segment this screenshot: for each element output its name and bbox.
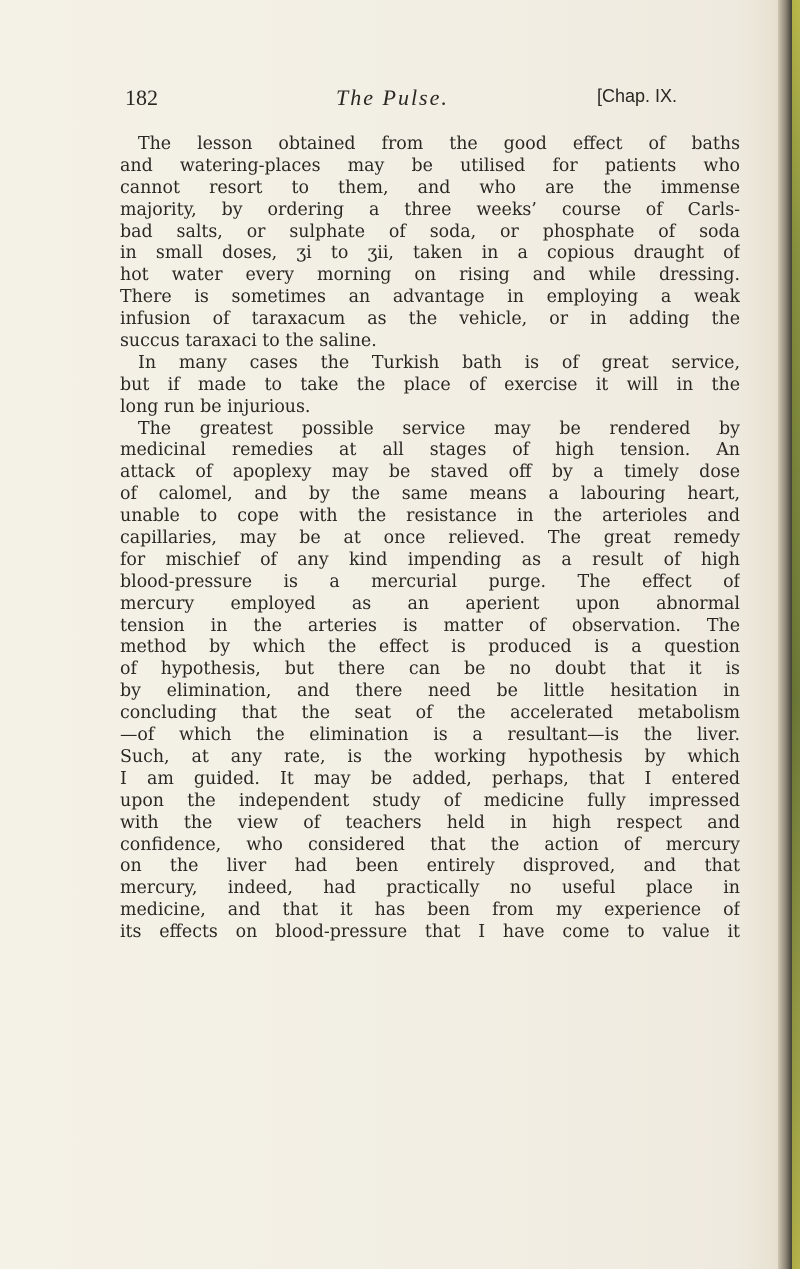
text-line: in small doses, ʒi to ʒii, taken in a copious draught of xyxy=(120,243,740,264)
text-line: its effects on blood-pressure that I have come to value it xyxy=(120,922,740,943)
text-line: bad salts, or sulphate of soda, or phosphate of soda xyxy=(120,221,740,242)
text-line: by elimination, and there need be little hesitation in xyxy=(120,681,740,702)
text-line: majority, by ordering a three weeks’ course of Carls- xyxy=(120,199,740,220)
text-line: blood-pressure is a mercurial purge. The effect of xyxy=(120,571,740,592)
text-line: long run be injurious. xyxy=(120,396,311,417)
text-line: with the view of teachers held in high respect and xyxy=(120,812,740,833)
text-line: The lesson obtained from the good effect of baths xyxy=(138,134,740,154)
text-line: for mischief of any kind impending as a result of high xyxy=(120,549,740,570)
text-line: attack of apoplexy may be staved off by a timely dose xyxy=(120,462,740,483)
page-header xyxy=(125,85,725,115)
text-line: and watering-places may be utilised for patients who xyxy=(120,155,740,176)
text-line: infusion of taraxacum as the vehicle, or in adding the xyxy=(120,309,740,330)
text-line: medicinal remedies at all stages of high tension. An xyxy=(120,440,740,461)
text-line: —of which the elimination is a resultant—is the liver. xyxy=(120,725,740,746)
book-cover-edge xyxy=(792,0,800,1269)
chapter-label: [Chap. IX. xyxy=(597,86,678,106)
text-line: unable to cope with the resistance in the arterioles and xyxy=(120,506,740,527)
text-line: I am guided. It may be added, perhaps, that I entered xyxy=(120,768,740,789)
text-line: medicine, and that it has been from my experience of xyxy=(120,900,740,921)
text-line: tension in the arteries is matter of observation. The xyxy=(120,615,740,636)
body-text xyxy=(120,134,740,944)
text-line: The greatest possible service may be rendered by xyxy=(138,418,740,439)
text-line: cannot resort to them, and who are the immense xyxy=(120,177,740,198)
text-line: method by which the effect is produced is a question xyxy=(120,637,740,658)
page-number: 182 xyxy=(125,85,158,110)
text-line: There is sometimes an advantage in employing a weak xyxy=(120,287,740,308)
text-line: hot water every morning on rising and while dressing. xyxy=(120,265,740,286)
text-line: of calomel, and by the same means a labouring heart, xyxy=(120,484,740,505)
text-line: mercury, indeed, had practically no useful place in xyxy=(120,878,740,899)
text-line: but if made to take the place of exercise it will in the xyxy=(120,374,740,395)
text-line: of hypothesis, but there can be no doubt that it is xyxy=(120,659,740,680)
running-title: The Pulse. xyxy=(336,85,449,110)
text-line: upon the independent study of medicine fully impressed xyxy=(120,790,740,811)
text-line: concluding that the seat of the accelerated metabolism xyxy=(120,703,740,724)
text-line: In many cases the Turkish bath is of great service, xyxy=(138,352,740,373)
text-line: Such, at any rate, is the working hypothesis by which xyxy=(120,746,740,767)
text-line: capillaries, may be at once relieved. The great remedy xyxy=(120,528,740,549)
text-line: succus taraxaci to the saline. xyxy=(120,331,377,352)
text-line: mercury employed as an aperient upon abnormal xyxy=(120,593,740,614)
text-line: on the liver had been entirely disproved, and that xyxy=(120,856,740,877)
text-line: confidence, who considered that the action of mercury xyxy=(120,834,740,855)
